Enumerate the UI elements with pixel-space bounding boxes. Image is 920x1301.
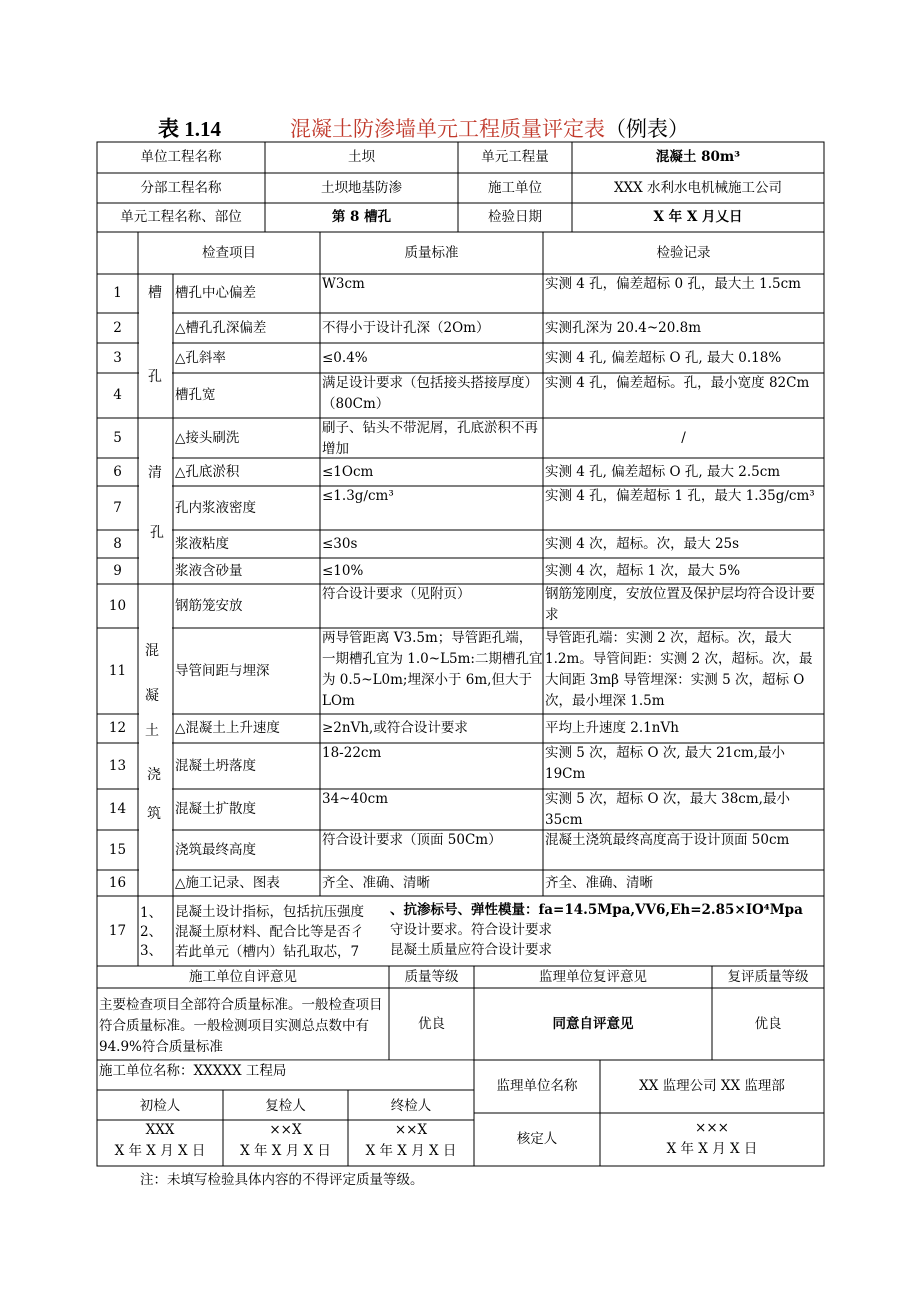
regrade-label: 复评质量等级 xyxy=(727,968,809,985)
row-standard: 刷子、钻头不带泥屑，孔底淤积不再增加 xyxy=(322,420,538,457)
row-standard: ≤10% xyxy=(322,562,364,579)
regrade-value: 优良 xyxy=(754,1015,782,1032)
row-record: 实测 4 孔，偏差超标。孔，最小宽度 82Cm xyxy=(545,375,810,391)
row-number: 5 xyxy=(113,429,122,446)
row-item: 孔内浆液密度 xyxy=(175,499,256,516)
row-standard: 18-22cm xyxy=(322,745,382,761)
row-standard: ≤1Ocm xyxy=(322,463,374,480)
approver-sign: ××× X 年 X 月 X 日 xyxy=(666,1120,758,1157)
inspect-date-value: X 年 X 月乂日 xyxy=(653,209,743,225)
row-item: 槽孔宽 xyxy=(175,387,216,403)
row-record: 实测 4 孔，偏差超标 1 孔，最大 1.35g∕cm³ xyxy=(545,488,815,504)
row-standard: ≤1.3g∕cm³ xyxy=(322,488,394,504)
row-17-number: 17 xyxy=(108,922,127,939)
row-number: 12 xyxy=(108,720,127,736)
row-number: 9 xyxy=(113,562,122,579)
final-inspector-sign: ××X X 年 X 月 X 日 xyxy=(365,1122,457,1159)
row-item: 浇筑最终高度 xyxy=(175,841,256,858)
row-record: 混凝土浇筑最终高度高于设计顶面 50cm xyxy=(545,832,790,848)
row-standard: 满足设计要求（包括接头搭接厚度）（80Cm） xyxy=(322,375,538,412)
row-item: 混凝土扩散度 xyxy=(175,801,256,817)
row-record: 钢筋笼刚度，安放位置及保护层均符合设计要求 xyxy=(545,586,815,623)
row-number: 10 xyxy=(108,597,127,614)
row-number: 1 xyxy=(113,285,122,301)
group-3-char-2: 凝 xyxy=(145,688,159,704)
row-item: 导管间距与埋深 xyxy=(175,662,270,679)
first-inspector-sign: XXX X 年 X 月 X 日 xyxy=(114,1122,206,1159)
row-record: 实测 4 次，超标。次，最大 25s xyxy=(545,535,740,552)
row-record: 实测孔深为 20.4~20.8m xyxy=(545,319,702,336)
row-number: 7 xyxy=(113,499,122,516)
second-inspector-sign: ××X X 年 X 月 X 日 xyxy=(240,1122,331,1159)
row-17-right-text: 、抗渗标号、弹性模量：fa=14.5Mpa,VV6,Eh=2.85×IO⁴Mpa 守设计要求。符合设计要求 昆凝土质量应符合设计要求 xyxy=(390,902,803,958)
col-item-header: 检查项目 xyxy=(202,244,256,261)
row-standard: W3cm xyxy=(322,276,365,292)
row-item: △施工记录、图表 xyxy=(175,874,280,891)
supervisor-name: XX 监理公司 XX 监理部 xyxy=(639,1078,785,1094)
unit-quantity-value: 混凝土 80m³ xyxy=(655,149,741,165)
row-number: 2 xyxy=(113,319,122,336)
row-number: 6 xyxy=(113,463,122,480)
element-label: 单元工程名称、部位 xyxy=(120,209,242,225)
row-standard: ≥2nVh,或符合设计要求 xyxy=(322,720,468,736)
row-standard: 不得小于设计孔深（2Om） xyxy=(322,319,490,336)
self-eval-label: 施工单位自评意见 xyxy=(189,968,297,985)
table-number: 表 1.14 xyxy=(158,117,221,141)
row-record: 实测 5 次，超标 O 次，最大 38cm,最小 35cm xyxy=(545,791,790,828)
row-item: 混凝土坍落度 xyxy=(175,757,256,774)
supervisor-eval-label: 监理单位复评意见 xyxy=(539,968,647,985)
contractor-label: 施工单位 xyxy=(488,179,542,196)
row-item: △混凝土上升速度 xyxy=(175,720,280,736)
group-3-char-1: 混 xyxy=(145,643,159,659)
row-standard: ≤0.4% xyxy=(322,349,368,366)
group-3-char-5: 筑 xyxy=(147,806,161,822)
division-label: 分部工程名称 xyxy=(140,179,222,196)
row-record: 实测 4 孔, 偏差超标 O 孔, 最大 2.5cm xyxy=(545,463,781,480)
footnote: 注：未填写检验具体内容的不得评定质量等级。 xyxy=(140,1172,424,1188)
row-number: 4 xyxy=(113,387,122,403)
row-number: 11 xyxy=(108,662,127,679)
row-17-left-text: 昆凝土设计指标，包括抗压强度 混凝土原材料、配合比等是否彳 若此单元（槽内）钻孔取芯，7 xyxy=(175,904,364,960)
unit-project-label: 单位工程名称 xyxy=(140,149,222,165)
group-1-char-2: 孔 xyxy=(148,369,162,385)
contractor-value: XXX 水利水电机械施工公司 xyxy=(613,179,783,196)
row-number: 8 xyxy=(113,535,122,552)
row-item: 槽孔中心偏差 xyxy=(175,285,256,301)
row-standard: 符合设计要求（见附页） xyxy=(322,586,471,602)
row-item: △孔斜率 xyxy=(175,349,226,366)
group-2-char-1: 清 xyxy=(148,465,162,481)
grade-label: 质量等级 xyxy=(404,968,459,985)
col-record-header: 检验记录 xyxy=(656,244,711,261)
row-standard: 齐全、准确、清晰 xyxy=(322,874,430,891)
supervisor-name-label: 监理单位名称 xyxy=(496,1078,578,1094)
row-standard: 两导管距离 V3.5m；导管距孔端，一期槽孔宜为 1.0~L5m:二期槽孔宜为 0.5~L0m;埋深小于 6m,但大于 LOm xyxy=(322,630,543,709)
group-3-char-3: 土 xyxy=(145,723,159,739)
second-inspector-label: 复检人 xyxy=(265,1098,306,1114)
row-17-subnumbers: 1、 2、 3、 xyxy=(140,905,163,959)
row-item: △孔底淤积 xyxy=(175,463,240,480)
inspect-date-label: 检验日期 xyxy=(488,209,542,225)
row-record: 实测 4 次，超标 1 次，最大 5% xyxy=(545,562,741,579)
final-inspector-label: 终检人 xyxy=(390,1098,432,1114)
first-inspector-label: 初检人 xyxy=(139,1098,181,1114)
row-record: 实测 5 次，超标 O 次, 最大 21cm,最小 19Cm xyxy=(545,745,786,782)
contractor-name: 施工单位名称：XXXXX 工程局 xyxy=(99,1062,287,1079)
row-record: 导管距孔端：实测 2 次，超标。次，最大 1.2m。导管间距：实测 2 次，超标。次，最大间距 3mβ 导管埋深：实测 5 次，超标 O 次，最小埋深 1.5m xyxy=(545,630,813,709)
element-value: 第 8 槽孔 xyxy=(331,209,392,225)
row-number: 16 xyxy=(108,874,127,891)
row-item: △槽孔孔深偏差 xyxy=(175,319,267,336)
row-number: 13 xyxy=(108,757,127,774)
row-item: 浆液含砂量 xyxy=(175,562,243,579)
row-standard: 34~40cm xyxy=(322,791,389,807)
row-item: 钢筋笼安放 xyxy=(175,597,243,614)
self-eval-opinion: 主要检查项目全部符合质量标准。一般检查项目符合质量标准。一般检测项目实测总点数中有 94.9%符合质量标准 xyxy=(99,997,383,1055)
row-number: 3 xyxy=(113,349,122,366)
row-record: 实测 4 孔，偏差超标 0 孔，最大土 1.5cm xyxy=(545,276,801,292)
row-number: 15 xyxy=(108,841,127,858)
division-value: 土坝地基防渗 xyxy=(321,179,402,196)
row-number: 14 xyxy=(108,801,127,817)
supervisor-opinion: 同意自评意见 xyxy=(552,1015,634,1032)
row-item: 浆液粘度 xyxy=(175,535,229,552)
row-standard: ≤30s xyxy=(322,535,358,552)
row-record: 实测 4 孔, 偏差超标 O 孔, 最大 0.18% xyxy=(545,349,782,366)
group-1-char-1: 槽 xyxy=(148,285,162,301)
row-record: 齐全、准确、清晰 xyxy=(545,874,653,891)
group-3-char-4: 浇 xyxy=(147,767,161,783)
unit-quantity-label: 单元工程量 xyxy=(481,149,549,165)
row-record: 平均上升速度 2.1nVh xyxy=(545,720,679,736)
col-standard-header: 质量标准 xyxy=(404,244,459,261)
grade-value: 优良 xyxy=(418,1015,445,1032)
row-standard: 符合设计要求（顶面 50Cm） xyxy=(322,832,502,848)
row-item: △接头刷洗 xyxy=(175,429,240,446)
unit-project-value: 土坝 xyxy=(348,149,375,165)
row-record: / xyxy=(681,429,686,446)
table-title: 混凝土防渗墙单元工程质量评定表（例表） xyxy=(290,117,689,141)
group-2-char-2: 孔 xyxy=(150,525,164,541)
approver-label: 核定人 xyxy=(516,1131,558,1147)
